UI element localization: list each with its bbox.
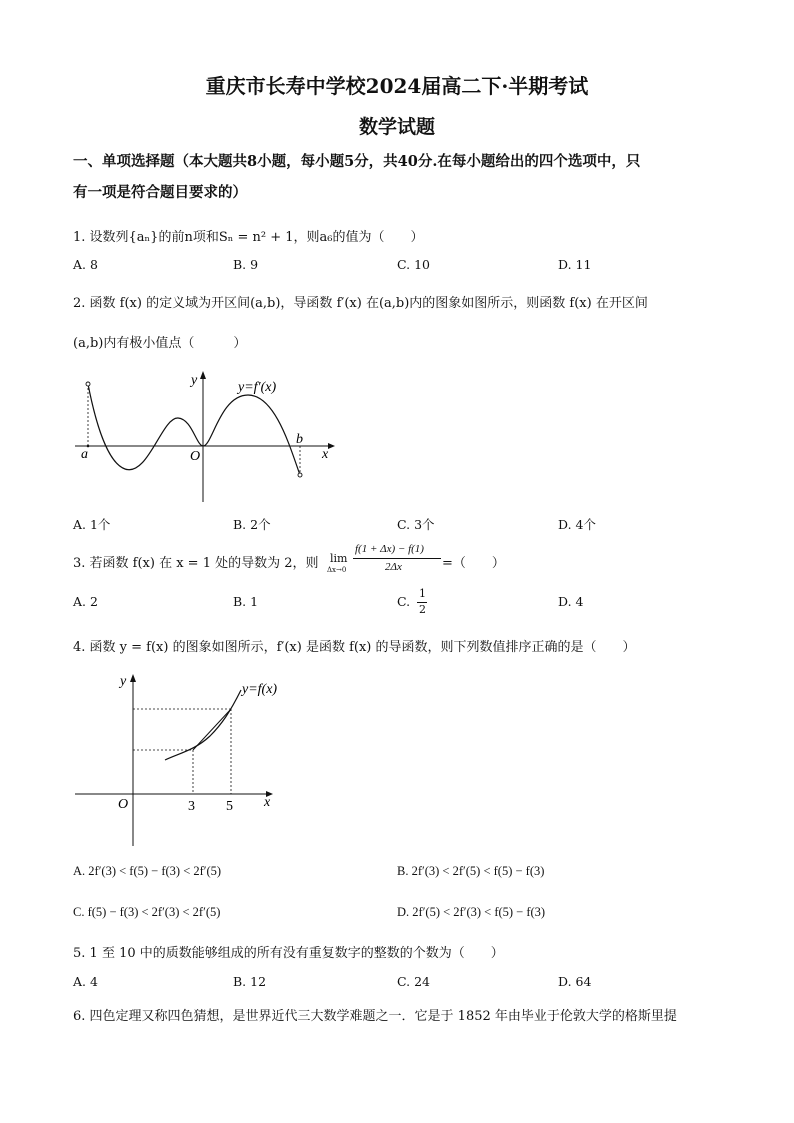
- q3-numerator: f(1 + Δx) − f(1): [355, 543, 424, 555]
- q2-derivative-graph: [70, 365, 340, 505]
- q3-option-b: B. 1: [233, 594, 259, 609]
- q4-x-label: x: [264, 795, 271, 810]
- q4-origin-label: O: [118, 797, 129, 812]
- q2-y-label: y: [191, 373, 198, 388]
- q4-curve-label: y=f(x): [242, 682, 278, 697]
- q2-endpoint-right: [298, 473, 302, 477]
- q4-tick-3: 3: [188, 799, 195, 814]
- q4-option-b: B. 2f′(3) < 2f′(5) < f(5) − f(3): [397, 864, 545, 878]
- q5-option-b: B. 12: [233, 974, 267, 989]
- q2-curve-label: y=f′(x): [238, 380, 277, 395]
- page-title: 重庆市长寿中学校2024届高二下·半期考试: [205, 74, 589, 98]
- section-heading-line2: 有一项是符合题目要求的）: [73, 184, 247, 201]
- q5-option-d: D. 64: [558, 974, 592, 989]
- q3-lim: lim: [330, 552, 348, 565]
- q2-x-label: x: [322, 447, 329, 462]
- q2-origin-label: O: [190, 449, 201, 464]
- q4-curve: [165, 690, 241, 760]
- q2-stem-line2: (a,b)内有极小值点（ ）: [73, 336, 247, 351]
- q2-endpoint-left: [86, 382, 90, 386]
- q3-lim-subscript: Δx→0: [327, 566, 347, 574]
- q2-option-d: D. 4个: [558, 517, 596, 532]
- q5-option-c: C. 24: [397, 974, 430, 989]
- q5-stem: 5. 1 至 10 中的质数能够组成的所有没有重复数字的整数的个数为（ ）: [73, 946, 504, 961]
- q2-option-c: C. 3个: [397, 517, 435, 532]
- q1-option-c: C. 10: [397, 257, 430, 272]
- q2-x-arrow: [328, 443, 335, 449]
- q3-option-c-numerator: 1: [419, 587, 426, 600]
- q4-y-label: y: [120, 674, 127, 689]
- q2-option-b: B. 2个: [233, 517, 271, 532]
- q3-fraction-bar: [353, 558, 441, 559]
- q4-option-c: C. f(5) − f(3) < 2f′(3) < 2f′(5): [73, 905, 221, 919]
- q2-b-label: b: [296, 432, 303, 447]
- q4-y-arrow: [130, 674, 136, 682]
- q2-y-arrow: [200, 371, 206, 379]
- q3-option-c: C.: [397, 594, 411, 609]
- q4-stem: 4. 函数 y = f(x) 的图象如图所示，f′(x) 是函数 f(x) 的导函数，则下列数值排序正确的是（ ）: [73, 640, 636, 655]
- q2-stem-line1: 2. 函数 f(x) 的定义域为开区间(a,b)，导函数 f′(x) 在(a,b)内的图象如图所示，则函数 f(x) 在开区间: [73, 296, 648, 311]
- q4-option-d: D. 2f′(5) < 2f′(3) < f(5) − f(3): [397, 905, 546, 919]
- q4-secant-line: [193, 709, 231, 750]
- q5-option-a: A. 4: [73, 974, 98, 989]
- q6-stem: 6. 四色定理又称四色猜想，是世界近代三大数学难题之一．它是于 1852 年由毕业于伦敦大学的格斯里提: [73, 1009, 677, 1024]
- q4-function-graph: [70, 668, 290, 848]
- section-heading-line1: 一、单项选择题（本大题共8小题，每小题5分，共40分.在每小题给出的四个选项中，只: [73, 153, 641, 170]
- q4-tick-5: 5: [226, 799, 233, 814]
- q1-option-d: D. 11: [558, 257, 592, 272]
- q2-a-label: a: [81, 447, 88, 462]
- q1-option-b: B. 9: [233, 257, 259, 272]
- q2-option-a: A. 1个: [73, 517, 111, 532]
- q3-option-c-denominator: 2: [419, 603, 426, 616]
- q3-option-a: A. 2: [73, 594, 98, 609]
- q3-denominator: 2Δx: [385, 561, 402, 573]
- q3-stem-suffix: =（ ）: [442, 556, 505, 571]
- page-subtitle: 数学试题: [358, 116, 435, 138]
- q3-option-d: D. 4: [558, 594, 584, 609]
- q3-stem-prefix: 3. 若函数 f(x) 在 x = 1 处的导数为 2，则: [73, 556, 319, 571]
- q1-option-a: A. 8: [73, 257, 98, 272]
- q1-stem: 1. 设数列{aₙ}的前n项和Sₙ = n² + 1，则a₆的值为（ ）: [73, 230, 424, 245]
- q4-option-a: A. 2f′(3) < f(5) − f(3) < 2f′(5): [73, 864, 222, 878]
